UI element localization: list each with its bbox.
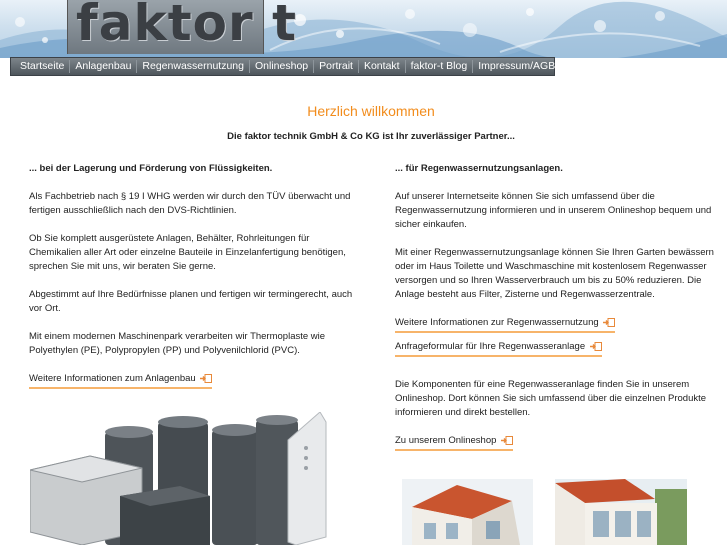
- anfrageformular-link-label: Anfrageformular für Ihre Regenwasseranlage: [395, 341, 586, 352]
- left-paragraph: Als Fachbetrieb nach § 19 I WHG werden wir durch den TÜV überwacht und fertigen ausschließlich nach den DVS-Richtlinien.: [29, 191, 351, 216]
- arrow-link-icon: [200, 374, 212, 383]
- regenwasser-info-link-label: Weitere Informationen zur Regenwassernutzung: [395, 317, 599, 328]
- onlineshop-link-label: Zu unserem Onlineshop: [395, 435, 497, 446]
- right-column: [395, 162, 725, 451]
- arrow-link-icon: [603, 318, 615, 327]
- page-subtitle: Die faktor technik GmbH & Co KG ist Ihr zuverlässiger Partner...: [227, 131, 515, 142]
- nav-item-impressum[interactable]: Impressum/AGB: [478, 60, 556, 72]
- nav-item-anlagenbau[interactable]: Anlagenbau: [70, 60, 137, 73]
- nav-item-regenwassernutzung[interactable]: Regenwassernutzung: [137, 60, 250, 73]
- anlagenbau-info-link-label: Weitere Informationen zum Anlagenbau: [29, 373, 196, 384]
- house-image: [555, 479, 687, 545]
- arrow-link-icon: [501, 436, 513, 445]
- header-banner: [0, 0, 727, 58]
- left-heading: ... bei der Lagerung und Förderung von Flüssigkeiten.: [29, 163, 273, 174]
- arrow-link-icon: [590, 342, 602, 351]
- left-paragraph: Ob Sie komplett ausgerüstete Anlagen, Behälter, Rohrleitungen für Chemikalien aller Art oder einzelne Bauteile in Einzelanfertigung benötigen, sprechen Sie mit uns, wir beraten Sie gerne.: [29, 233, 346, 272]
- left-paragraph: Abgestimmt auf Ihre Bedürfnisse planen und fertigen wir termingerecht, auch vor Ort.: [29, 289, 353, 314]
- anlagenbau-info-link[interactable]: [29, 372, 212, 389]
- page-title: Herzlich willkommen: [307, 103, 435, 119]
- logo-text: faktor t: [76, 0, 297, 52]
- main-nav: [10, 57, 555, 76]
- left-paragraph: Mit einem modernen Maschinenpark verarbeiten wir Thermoplaste wie Polyethylen (PE), Polypropylen (PP) und Polyvenilchlorid (PVC).: [29, 331, 326, 356]
- right-paragraph: Mit einer Regenwassernutzungsanlage können Sie Ihren Garten bewässern oder im Haus Toilette und Waschmaschine mit kostenlosem Regenwasser versorgen und so Ihren Wasserverbrauch um bis zu 50% reduzieren. Die Anlage besteht aus Filter, Zisterne und Regenwasserzentrale.: [395, 247, 714, 300]
- anfrageformular-link[interactable]: [395, 340, 602, 357]
- nav-item-onlineshop[interactable]: Onlineshop: [250, 60, 314, 73]
- onlineshop-link[interactable]: [395, 434, 513, 451]
- left-column: [29, 162, 359, 389]
- regenwasser-info-link[interactable]: [395, 316, 615, 333]
- nav-item-blog[interactable]: faktor-t Blog: [406, 60, 474, 73]
- nav-item-startseite[interactable]: Startseite: [11, 60, 70, 73]
- house-image: [402, 479, 533, 545]
- nav-item-kontakt[interactable]: Kontakt: [359, 60, 406, 73]
- nav-item-portrait[interactable]: Portrait: [314, 60, 359, 73]
- logo[interactable]: [67, 0, 297, 54]
- right-paragraph: Auf unserer Internetseite können Sie sich umfassend über die Regenwassernutzung informieren und in unserem Onlineshop bequem und sicher einkaufen.: [395, 191, 712, 230]
- right-paragraph: Die Komponenten für eine Regenwasseranlage finden Sie in unserem Onlineshop. Dort können Sie sich umfassend über die einzelnen Produkte informieren und direkt bestellen.: [395, 379, 707, 418]
- right-heading: ... für Regenwassernutzungsanlagen.: [395, 163, 563, 174]
- tanks-product-image: [30, 412, 330, 545]
